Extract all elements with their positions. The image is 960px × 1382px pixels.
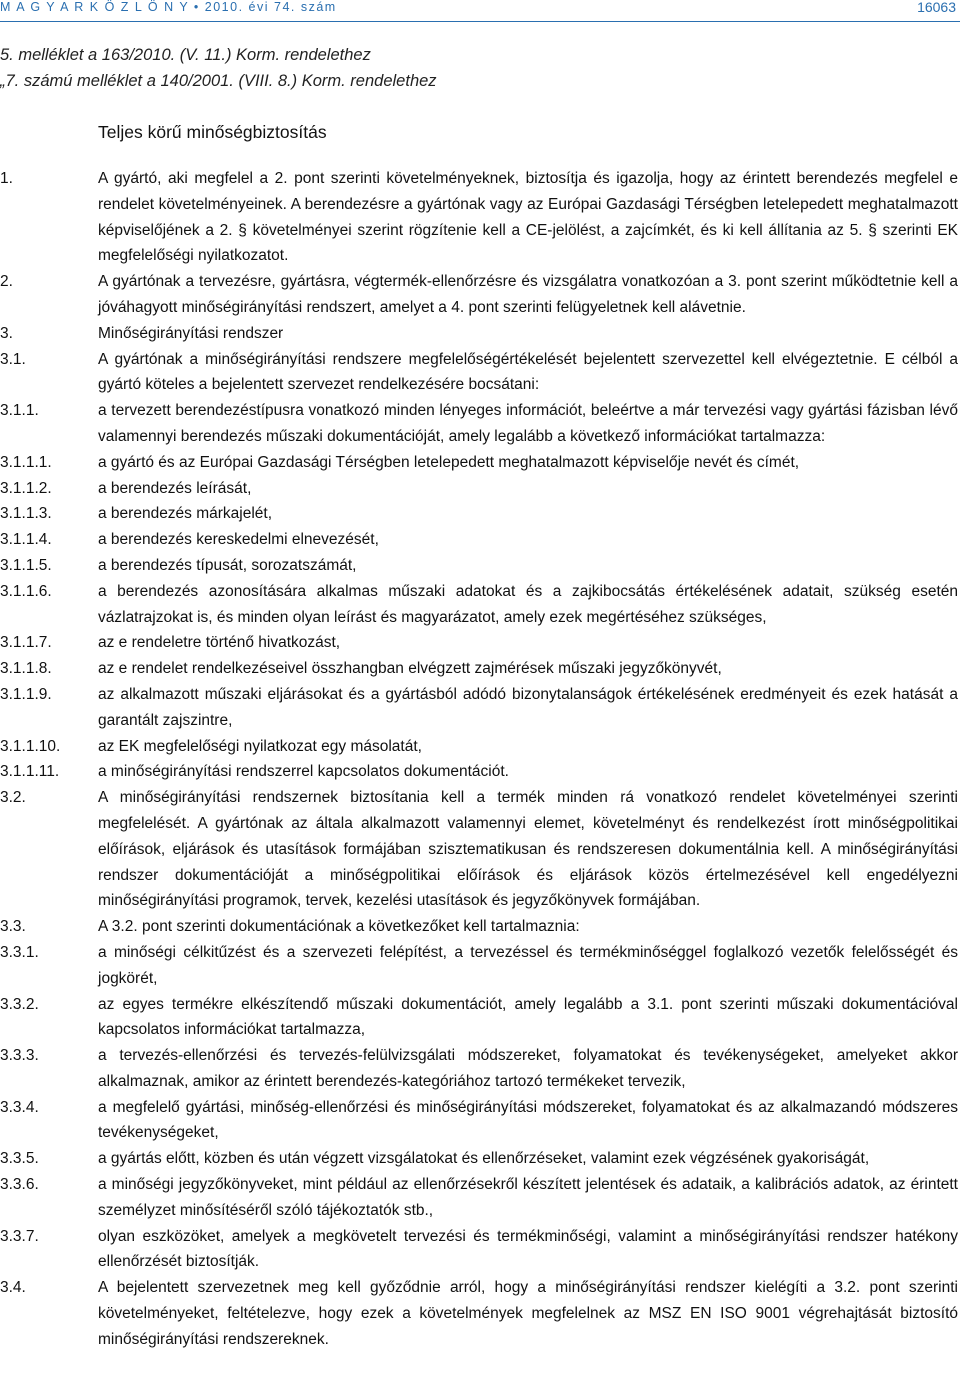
annex-line-2: „7. számú melléklet a 140/2001. (VIII. 8.) Korm. rendelethez bbox=[0, 72, 437, 90]
header-rule bbox=[0, 21, 960, 22]
item-number: 3.1.1.11. bbox=[0, 763, 60, 781]
item-text: A gyártónak a minőségirányítási rendszere megfelelőségértékelését bejelentett szervezettel kell elvégeztetnie. E célból a gyártó köteles a bejelentett szervezet rendelkezésére bocsátani: bbox=[98, 350, 958, 394]
item-number: 3.1. bbox=[0, 350, 26, 368]
list-item bbox=[0, 914, 960, 940]
item-text: a gyártás előtt, közben és után végzett vizsgálatokat és ellenőrzéseket, valamint ezek végzésének gyakoriságát, bbox=[98, 1150, 870, 1168]
item-text: A 3.2. pont szerinti dokumentációnak a következőket kell tartalmaznia: bbox=[98, 918, 580, 936]
list-item bbox=[0, 398, 960, 450]
item-text: a berendezés kereskedelmi elnevezését, bbox=[98, 531, 379, 549]
item-number: 3.3. bbox=[0, 918, 26, 936]
page-number: 16063 bbox=[917, 0, 956, 15]
list-item bbox=[0, 450, 960, 476]
item-text: az e rendeletre történő hivatkozást, bbox=[98, 634, 341, 652]
item-text: a tervezett berendezéstípusra vonatkozó minden lényeges információt, beleértve a már tervezési vagy gyártási fázisban lévő valamennyi berendezés műszaki dokumentációját, amely legalább a következő információkat tartalmazza: bbox=[98, 402, 958, 445]
list-item bbox=[0, 940, 960, 992]
list-item bbox=[0, 682, 960, 734]
page-header bbox=[0, 0, 960, 20]
list-item bbox=[0, 321, 960, 347]
item-number: 3.1.1. bbox=[0, 402, 39, 420]
item-number: 3.1.1.2. bbox=[0, 479, 52, 497]
document-body bbox=[0, 166, 960, 1353]
item-number: 3.3.3. bbox=[0, 1047, 39, 1065]
journal-header: M A G Y A R K Ö Z L Ö N Y • 2010. évi 74. szám bbox=[0, 0, 337, 14]
list-item bbox=[0, 656, 960, 682]
list-item bbox=[0, 527, 960, 553]
item-number: 3.1.1.3. bbox=[0, 505, 52, 523]
item-number: 3.3.1. bbox=[0, 943, 39, 961]
list-item bbox=[0, 630, 960, 656]
item-number: 3.1.1.10. bbox=[0, 737, 61, 755]
list-item bbox=[0, 579, 960, 631]
item-text: a megfelelő gyártási, minőség-ellenőrzési és minőségirányítási módszereket, folyamatokat és az alkalmazandó módszeres tevékenységeket, bbox=[98, 1098, 958, 1142]
item-number: 3.1.1.5. bbox=[0, 556, 52, 574]
item-number: 3.1.1.1. bbox=[0, 453, 52, 471]
item-number: 3.3.4. bbox=[0, 1098, 39, 1116]
item-text: az e rendelet rendelkezéseivel összhangban elvégzett zajmérések műszaki jegyzőkönyvét, bbox=[98, 660, 722, 678]
item-text: A gyártó, aki megfelel a 2. pont szerinti követelményeknek, biztosítja és igazolja, hogy az érintett berendezés megfelel e rendelet követelményeinek. A berendezésre a gyártónak vagy az Európai Gazdasági Térségben letelepedett meghatalmazott képviselőjének a 2. § követelményei szerint rögzítenie kell a CE-jelölést, a zajcímkét, és ki kell állítania az 5. § szerinti EK megfelelőségi nyilatkozatot. bbox=[98, 170, 958, 265]
item-text: a berendezés márkajelét, bbox=[98, 505, 273, 523]
list-item bbox=[0, 166, 960, 269]
list-item bbox=[0, 1043, 960, 1095]
list-item bbox=[0, 1224, 960, 1276]
item-number: 1. bbox=[0, 170, 13, 187]
list-item bbox=[0, 1172, 960, 1224]
section-title: Teljes körű minőségbiztosítás bbox=[98, 122, 327, 142]
list-item bbox=[0, 759, 960, 785]
item-text: a berendezés típusát, sorozatszámát, bbox=[98, 556, 357, 574]
item-text: a berendezés azonosítására alkalmas műszaki adatokat és a zajkibocsátás értékelésének adatait, szükség esetén vázlatrajzokat is, és minden olyan leírást és magyarázatot, amely ezek megértéséhez szükséges, bbox=[98, 582, 958, 626]
item-number: 3.3.6. bbox=[0, 1176, 39, 1194]
item-text: A gyártónak a tervezésre, gyártásra, végtermék-ellenőrzésre és vizsgálatra vonatkozóan a 3. pont szerint működtetnie kell a jóváhagyott minőségirányítási rendszert, amelyet a 4. pont szerinti felügyeletnek kell alávetnie. bbox=[98, 273, 958, 316]
item-text: a berendezés leírását, bbox=[98, 479, 252, 497]
list-item bbox=[0, 476, 960, 502]
list-item bbox=[0, 501, 960, 527]
list-item bbox=[0, 1275, 960, 1352]
item-text: Minőségirányítási rendszer bbox=[98, 324, 284, 342]
item-text: a gyártó és az Európai Gazdasági Térségben letelepedett meghatalmazott képviselője nevét és címét, bbox=[98, 453, 800, 471]
item-text: az alkalmazott műszaki eljárásokat és a gyártásból adódó bizonytalanságok értékelésének eredményeit és ezek hatását a garantált zajszintre, bbox=[98, 685, 958, 729]
list-item bbox=[0, 347, 960, 399]
item-number: 3. bbox=[0, 324, 13, 342]
item-text: az egyes termékre elkészítendő műszaki dokumentációt, amely legalább a 3.1. pont szerinti műszaki dokumentációval kapcsolatos információkat tartalmazza, bbox=[98, 995, 958, 1039]
item-number: 3.1.1.9. bbox=[0, 685, 52, 703]
item-text: olyan eszközöket, amelyek a megkövetelt tervezési és termékminőségi, valamint a minőségirányítási rendszer hatékony ellenőrzését biztosítják. bbox=[98, 1227, 958, 1271]
list-item bbox=[0, 1146, 960, 1172]
item-text: az EK megfelelőségi nyilatkozat egy másolatát, bbox=[98, 737, 422, 755]
item-text: a tervezés-ellenőrzési és tervezés-felülvizsgálati módszereket, folyamatokat és tevékenységeket, amelyeket akkor alkalmaznak, amikor az érintett berendezés-kategóriához tartozó termékeket tervezik, bbox=[98, 1047, 958, 1090]
list-item bbox=[0, 785, 960, 914]
item-number: 3.4. bbox=[0, 1279, 26, 1297]
item-number: 3.1.1.7. bbox=[0, 634, 52, 652]
list-item bbox=[0, 734, 960, 760]
list-item bbox=[0, 1095, 960, 1147]
list-item bbox=[0, 553, 960, 579]
item-number: 3.1.1.8. bbox=[0, 660, 52, 678]
item-number: 3.3.7. bbox=[0, 1227, 39, 1245]
item-text: A bejelentett szervezetnek meg kell győződnie arról, hogy a minőségirányítási rendszer kielégíti a 3.2. pont szerinti követelményeket, feltételezve, hogy ezek a követelmények megfelelnek az MSZ EN ISO 9001 végrehajtását biztosító minőségirányítási rendszereknek. bbox=[98, 1279, 958, 1348]
item-text: a minőségi jegyzőkönyveket, mint például az ellenőrzésekről készített jelentések és adataik, a kalibrációs adatok, az érintett személyzet minősítéséről szóló tájékoztatók stb., bbox=[98, 1176, 958, 1219]
item-number: 3.1.1.6. bbox=[0, 582, 52, 600]
item-number: 3.3.2. bbox=[0, 995, 39, 1013]
item-text: a minőségi célkitűzést és a szervezeti felépítést, a tervezéssel és termékminőséggel foglalkozó vezetők felelősségét és jogkörét, bbox=[98, 943, 958, 987]
item-number: 3.2. bbox=[0, 789, 26, 807]
item-number: 3.3.5. bbox=[0, 1150, 39, 1168]
annex-line-1: 5. melléklet a 163/2010. (V. 11.) Korm. rendelethez bbox=[0, 46, 371, 64]
item-text: A minőségirányítási rendszernek biztosítania kell a termék minden rá vonatkozó rendelet követelményei szerinti megfelelését. A gyártónak az általa alkalmazott valamennyi elemet, követelményt és rendelkezést írott minőségpolitikai előírások, eljárások és utasítások formájában szisztematikusan és rendszeresen dokumentálnia kell. A minőségirányítási rendszer dokumentációját a minőségpolitikai előírások és eljárások közös értelmezésével kell engedélyezni minőségirányítási programok, tervek, kezelési utasítások és jegyzőkönyvek formájában. bbox=[98, 789, 958, 910]
list-item bbox=[0, 269, 960, 321]
item-number: 3.1.1.4. bbox=[0, 531, 52, 549]
item-text: a minőségirányítási rendszerrel kapcsolatos dokumentációt. bbox=[98, 763, 509, 781]
list-item bbox=[0, 992, 960, 1044]
item-number: 2. bbox=[0, 273, 13, 291]
